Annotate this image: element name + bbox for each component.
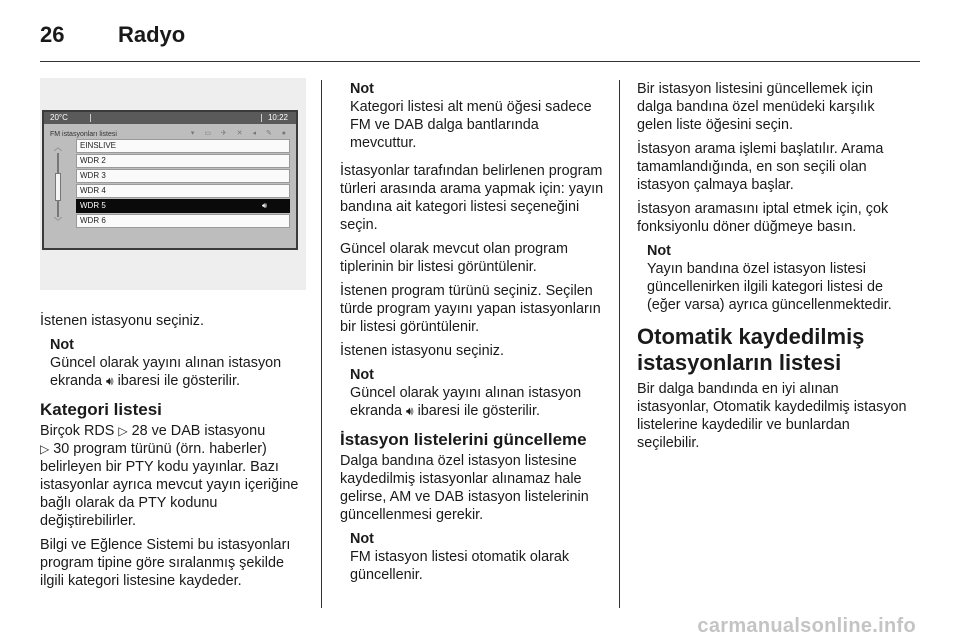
column-1 <box>40 78 306 596</box>
note: Not Yayın bandına özel istasyon listesi güncellenirken ilgili kategori listesi de (eğer varsa) ayrıca güncellenmektedir. <box>647 243 892 313</box>
speaker-icon: 🔊︎ <box>106 374 114 388</box>
column-2 <box>340 80 606 594</box>
page-title: Radyo <box>118 22 186 47</box>
station-list-item[interactable] <box>76 154 290 168</box>
note: Not Güncel olarak yayını alınan istasyon ekranda 🔊︎ ibaresi ile gösterilir. <box>50 337 282 389</box>
section-heading: Kategori listesi <box>40 400 162 419</box>
page-number: 26 <box>40 22 65 47</box>
note: Not Güncel olarak yayını alınan istasyon ekranda 🔊︎ ibaresi ile gösterilir. <box>350 367 582 419</box>
paragraph: Dalga bandına özel istasyon listesine kaydedilmiş istasyonlar alınamaz hale gelirse, AM ve DAB istasyon listelerinin güncellenmesi gerekir. <box>340 453 589 523</box>
station-name: WDR 6 <box>80 216 106 225</box>
status-icons: ▾ ▭ ✈ ✕ ◂ ✎ ● <box>190 130 290 137</box>
scroll-thumb[interactable] <box>55 173 61 201</box>
station-list <box>76 139 290 229</box>
infotainment-screen <box>42 110 298 250</box>
paragraph: İstasyon aramasını iptal etmek için, çok fonksiyonlu döner düğmeye basın. <box>637 201 889 235</box>
scroll-up-icon[interactable]: ︿ <box>54 143 62 152</box>
paragraph: Bir istasyon listesini güncellemek için dalga bandına özel menüdeki karşılık gelen liste öğesini seçin. <box>637 81 875 133</box>
station-name: WDR 3 <box>80 171 106 180</box>
paragraph: Bilgi ve Eğlence Sistemi bu istasyonları program tipine göre sıralanmış şekilde ilgili kategori listesine kaydeder. <box>40 537 291 589</box>
clock: 10:22 <box>267 113 288 122</box>
screen-list-title: FM istasyonları listesi ▾ ▭ ✈ ✕ ◂ ✎ ● <box>44 124 296 146</box>
temperature: 20°C <box>50 113 68 122</box>
station-name: WDR 4 <box>80 186 106 195</box>
station-name: WDR 5 <box>80 201 106 210</box>
station-list-item[interactable] <box>76 139 290 153</box>
triangle-arrow-icon: ▷ <box>118 424 128 438</box>
screen-photo <box>40 78 306 290</box>
column-divider <box>619 80 620 608</box>
station-list-item[interactable] <box>76 199 290 213</box>
paragraph: İstasyonlar tarafından belirlenen program türleri arasında arama yapmak için: yayın bandına ait kategori listesi seçeneğini seçin. <box>340 163 604 233</box>
scroll-down-icon[interactable]: ﹀ <box>54 217 62 226</box>
paragraph: İstenen istasyonu seçiniz. <box>40 313 204 329</box>
status-bar <box>44 112 296 124</box>
paragraph: İstenen istasyonu seçiniz. <box>340 343 504 359</box>
section-heading: Otomatik kaydedilmiş istasyonların listesi <box>637 324 865 375</box>
section-heading: İstasyon listelerini güncelleme <box>340 430 587 449</box>
speaker-icon: 🔊︎ <box>406 404 414 418</box>
column-3 <box>637 80 909 458</box>
station-list-item[interactable] <box>76 169 290 183</box>
note: Not Kategori listesi alt menü öğesi sadece FM ve DAB dalga bantlarında mevcuttur. <box>350 81 592 151</box>
paragraph: İstenen program türünü seçiniz. Seçilen türde program yayını yapan istasyonların bir listesi görüntülenir. <box>340 283 601 335</box>
station-list-item[interactable] <box>76 214 290 228</box>
paragraph: Birçok RDS ▷ 28 ve DAB istasyonu ▷ 30 program türünü (örn. haberler) belirleyen bir PTY kodu yayınlar. Bazı istasyonlar ayrıca mevcut yayın içeriğine bağlı olarak da PTY kodunu değiştirebilirler. <box>40 423 299 529</box>
watermark: carmanualsonline.info <box>697 615 916 637</box>
triangle-arrow-icon: ▷ <box>40 442 50 456</box>
paragraph: İstasyon arama işlemi başlatılır. Arama tamamlandığında, en son seçili olan istasyon çalmaya başlar. <box>637 141 884 193</box>
note: Not FM istasyon listesi otomatik olarak güncellenir. <box>350 531 570 583</box>
column-divider <box>321 80 322 608</box>
station-name: WDR 2 <box>80 156 106 165</box>
header-rule <box>40 61 920 62</box>
station-name: EINSLIVE <box>80 141 117 150</box>
speaker-icon: 🔊︎ <box>261 201 267 210</box>
paragraph: Güncel olarak mevcut olan program tiplerinin bir listesi görüntülenir. <box>340 241 568 275</box>
station-list-item[interactable] <box>76 184 290 198</box>
scrollbar[interactable] <box>52 139 64 231</box>
paragraph: Bir dalga bandında en iyi alınan istasyonlar, Otomatik kaydedilmiş istasyon listelerine kaydedilir ve bunlardan seçilebilir. <box>637 381 907 451</box>
page-header <box>40 22 185 48</box>
